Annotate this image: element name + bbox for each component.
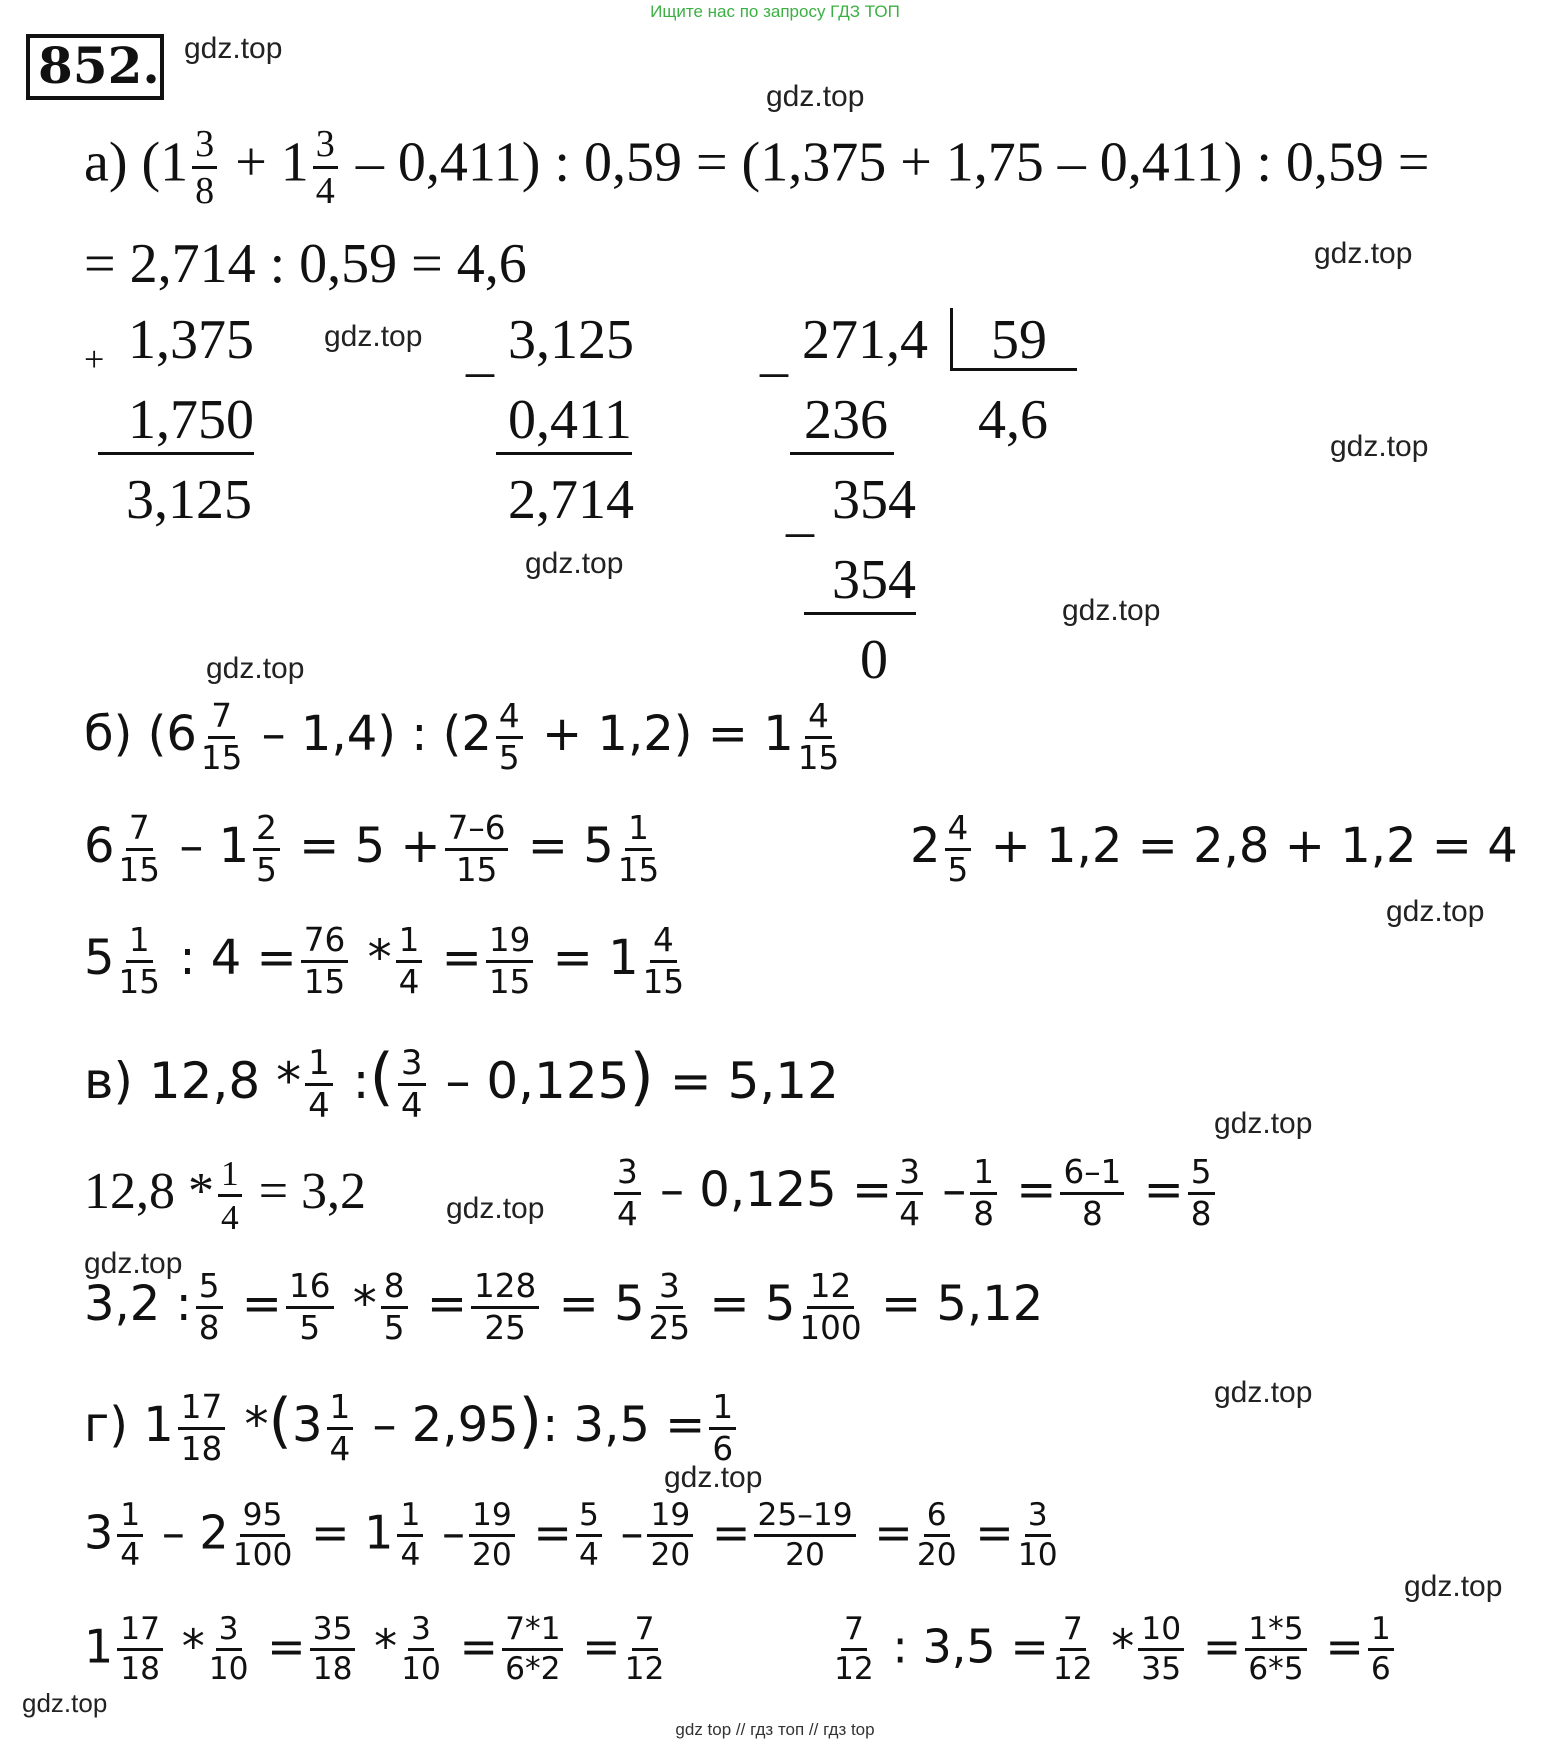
part-b-line2-right: 2 $\frac{4}{5}$ + 1,2 = 2,8 + 1,2 = 4 [910, 809, 1518, 889]
sub-term-b: 0,411 [496, 388, 632, 455]
sub-sign: _ [466, 321, 494, 383]
part-a-line1: а) (1 $\frac{3}{8}$ + 1 $\frac{3}{4}$ – 0,411) : 0,59 = (1,375 + 1,75 – 0,411) : 0,59 = [84, 123, 1430, 213]
part-v-line2-right: $\frac{3}{4}$ – 0,125 = $\frac{3}{4}$ – $\frac{1}{8}$ = $\frac{6-1}{8}$ = $\frac{5}{8}$ [610, 1156, 1219, 1230]
part-v-line2: 12,8 * $\frac{1}{4}$ = 3,2 [84, 1153, 367, 1238]
part-a-line2: = 2,714 : 0,59 = 4,6 [84, 233, 527, 295]
div-rem2: 0 [860, 629, 888, 691]
watermark: gdz.top [1214, 1376, 1313, 1409]
div-rem1: 354 [832, 469, 916, 531]
part-g-line2: 3 $\frac{1}{4}$ – 2 $\frac{95}{100}$ = 1 $\frac{1}{4}$ – $\frac{19}{20}$ = $\frac{5}{4}$ – $\frac{19}{20}$ = $\frac{25-19}{20}$ = $\frac{6}{20}$ = $\frac{3}{10}$ [84, 1497, 1058, 1574]
div-sub1: 236 [790, 388, 894, 455]
part-b-line2: 6 $\frac{7}{15}$ – 1 $\frac{2}{5}$ = 5 + $\frac{7-6}{15}$ = 5 $\frac{1}{15}$ [84, 809, 660, 889]
part-b-line1: б) (6 $\frac{7}{15}$ – 1,4) : (2 $\frac{4}{5}$ + 1,2) = 1 $\frac{4}{15}$ [84, 697, 840, 777]
watermark: gdz.top [766, 80, 865, 113]
div-sign: _ [760, 321, 788, 383]
watermark: gdz.top [22, 1688, 108, 1718]
watermark: gdz.top [1330, 430, 1429, 463]
watermark: gdz.top [664, 1461, 763, 1494]
watermark: gdz.top [1214, 1107, 1313, 1140]
div-divisor: 59 [950, 308, 1077, 371]
part-v-line1: в) 12,8 * $\frac{1}{4}$ :( $\frac{3}{4}$ – 0,125) = 5,12 [84, 1040, 839, 1126]
watermark: gdz.top [206, 652, 305, 685]
watermark: gdz.top [324, 320, 423, 353]
div-quotient: 4,6 [978, 389, 1048, 451]
part-v-line3: 3,2 : $\frac{5}{8}$ = $\frac{16}{5}$ * $\frac{8}{5}$ = $\frac{128}{25}$ = 5 $\frac{3}{25}$ = 5 $\frac{12}{100}$ = 5,12 [84, 1267, 1044, 1347]
watermark: gdz.top [1386, 895, 1485, 928]
watermark: gdz.top [446, 1192, 545, 1225]
part-b-line3: 5 $\frac{1}{15}$ : 4 = $\frac{76}{15}$ * $\frac{1}{4}$ = $\frac{19}{15}$ = 1 $\frac{4}{15}$ [84, 921, 685, 1001]
sub-term-a: 3,125 [508, 309, 634, 371]
div-sub2: 354 [804, 548, 916, 615]
part-g-line1: г) 1 $\frac{17}{18}$ *(3 $\frac{1}{4}$ – 2,95): 3,5 = $\frac{1}{6}$ [84, 1386, 740, 1465]
watermark: gdz.top [1314, 237, 1413, 270]
watermark: gdz.top [184, 32, 283, 65]
sub-result: 2,714 [508, 469, 634, 531]
watermark: gdz.top [1062, 594, 1161, 627]
add-result: 3,125 [126, 469, 252, 531]
bottom-bar: gdz top // гдз топ // гдз top [675, 1720, 875, 1739]
task-number: 852. [26, 34, 164, 100]
div-dividend: 271,4 [802, 309, 928, 371]
add-term-a: 1,375 [128, 309, 254, 371]
part-g-line3-right: $\frac{7}{12}$ : 3,5 = $\frac{7}{12}$ * $\frac{10}{35}$ = $\frac{1*5}{6*5}$ = $\frac{1}{6}$ [830, 1614, 1398, 1686]
part-g-line3: 1 $\frac{17}{18}$ * $\frac{3}{10}$ = $\frac{35}{18}$ * $\frac{3}{10}$ = $\frac{7*1}{6*2}$ = $\frac{7}{12}$ [84, 1611, 665, 1688]
div-sign2: _ [786, 481, 814, 543]
watermark: gdz.top [1404, 1570, 1503, 1603]
top-banner: Ищите нас по запросу ГДЗ ТОП [650, 2, 900, 21]
add-sign: + [84, 339, 105, 379]
add-term-b: 1,750 [98, 388, 254, 455]
watermark: gdz.top [84, 1247, 183, 1280]
watermark: gdz.top [525, 547, 624, 580]
